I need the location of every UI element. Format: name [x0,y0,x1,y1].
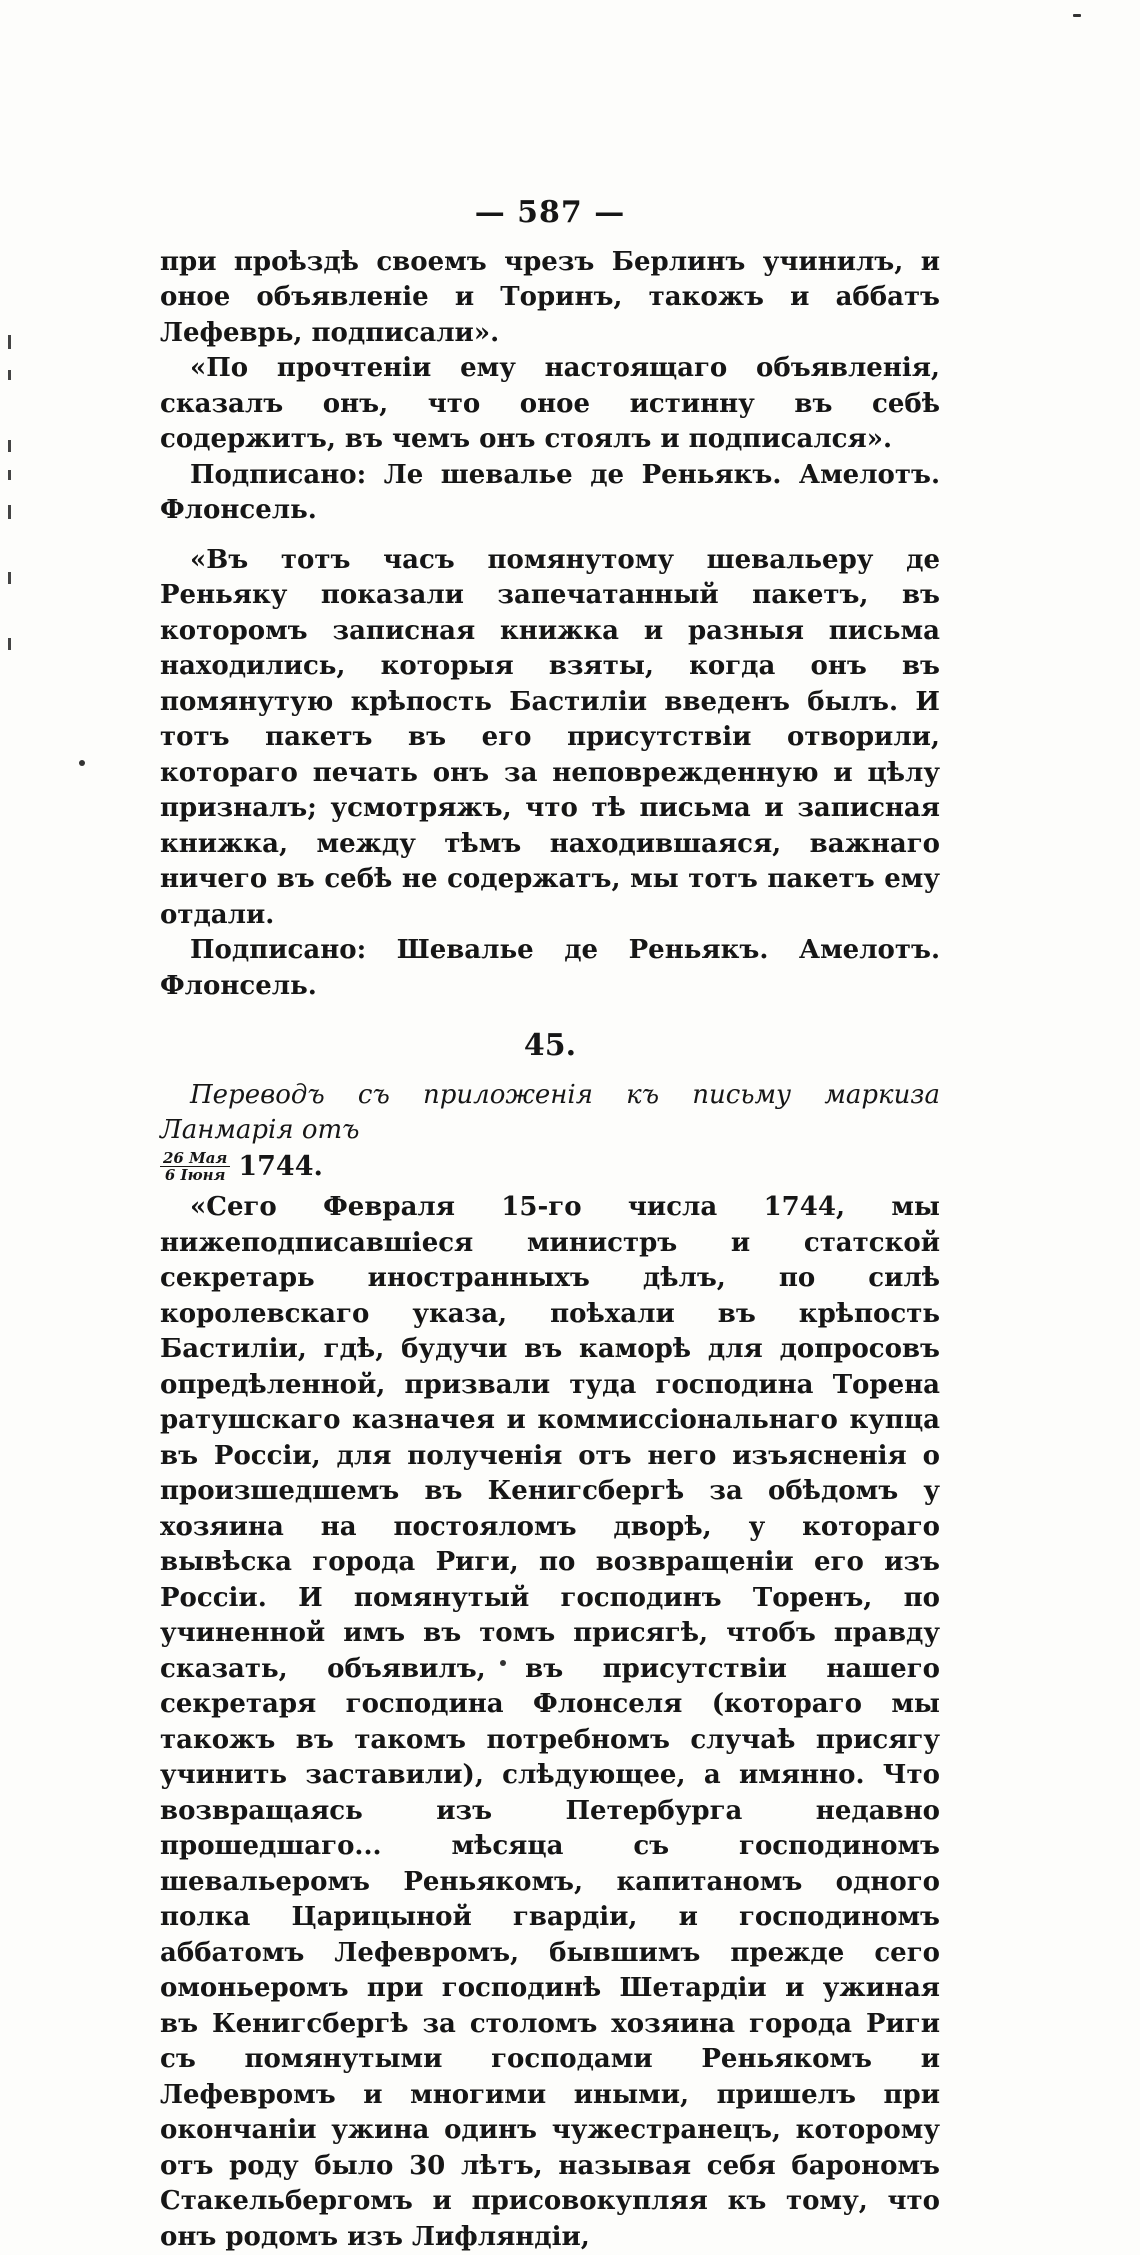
margin-mark [8,638,11,650]
margin-mark [8,470,11,480]
margin-mark [8,572,11,584]
margin-mark [8,440,11,452]
date-year: 1744. [238,1150,323,1182]
book-page [160,195,940,2255]
document-heading: Переводъ съ приложенія къ письму маркиза Ланмарія отъ [160,1079,940,1145]
top-paragraph: при проѣздѣ своемъ чрезъ Берлинъ учинилъ, и оное объявленіе и Торинъ, такожъ и аббатъ Лефеврь, подписали». [160,246,940,348]
date-fraction [160,1150,230,1183]
section-number: 45. [523,1028,577,1063]
signature-line-1: Подписано: Ле шевалье де Реньякъ. Амелотъ. Флонсель. [160,459,940,525]
date-new-style: 6 Іюня [164,1165,226,1184]
main-paragraph: «Сего Февраля 15-го числа 1744, мы нижеподписавшіеся министръ и статской секретарь иностранныхъ дѣлъ, по силѣ королевскаго указа, поѣхали въ крѣпость Бастиліи, гдѣ, будучи въ каморѣ для допросовъ опредѣленной, призвали туда господина Торена ратушскаго казначея и коммиссіональнаго купца въ Россіи, для полученія отъ него изъясненія о произшедшемъ въ Кенигсбергѣ за обѣдомъ у хозяина на постояломъ дворѣ, у котораго вывѣска города Риги, по возвращеніи его изъ Россіи. И помянутый господинъ Торенъ, по учиненной имъ въ томъ присягѣ, чтобъ правду сказать, объявилъ, въ присутствіи нашего секретаря господина Флонселя (котораго мы такожъ въ такомъ потребномъ случаѣ присягу учинить заставили), слѣдующее, а имянно. Что возвращаясь изъ Петербурга недавно прошедшаго... мѣсяца съ господиномъ шевальеромъ Реньякомъ, капитаномъ одного полка Царицыной гвардіи, и господиномъ аббатомъ Лефевромъ, бывшимъ прежде сего омоньеромъ при господинѣ Шетардіи и ужиная въ Кенигсбергѣ за столомъ хозяина города Риги съ помянутыми господами Реньякомъ и Лефевромъ и многими иными, пришелъ при окончаніи ужина одинъ чужестранецъ, которому отъ роду было 30 лѣтъ, называя себя барономъ Стакельбергомъ и присовокупляя къ тому, что онъ родомъ изъ Лифляндіи, [160,1192,940,2252]
margin-mark [8,505,11,519]
scan-speck [1073,14,1081,17]
page-number: — 587 — [474,195,626,230]
reading-paragraph: «По прочтеніи ему настоящаго объявленія, сказалъ онъ, что оное истинну въ себѣ содержитъ, въ чемъ онъ стоялъ и подписался». [160,353,940,454]
packet-paragraph: «Въ тотъ часъ помянутому шевальеру де Реньяку показали запечатанный пакетъ, въ которомъ записная книжка и разныя письма находились, которыя взяты, когда онъ въ помянутую крѣпость Бастиліи введенъ былъ. И тотъ пакетъ въ его присутствіи отворили, котораго печать онъ за неповрежденную и цѣлу призналъ; усмотряжъ, что тѣ письма и записная книжка, между тѣмъ находившаяся, важнаго ничего въ себѣ не содержатъ, мы тотъ пакетъ ему отдали. [160,544,940,930]
margin-mark [8,370,11,380]
signature-line-2: Подписано: Шевальe де Реньякъ. Амелотъ. Флонсель. [160,935,940,1001]
date-old-style: 26 Мая [160,1150,230,1167]
margin-mark [8,335,11,349]
document-date [160,1149,940,1185]
scan-speck [79,760,85,766]
